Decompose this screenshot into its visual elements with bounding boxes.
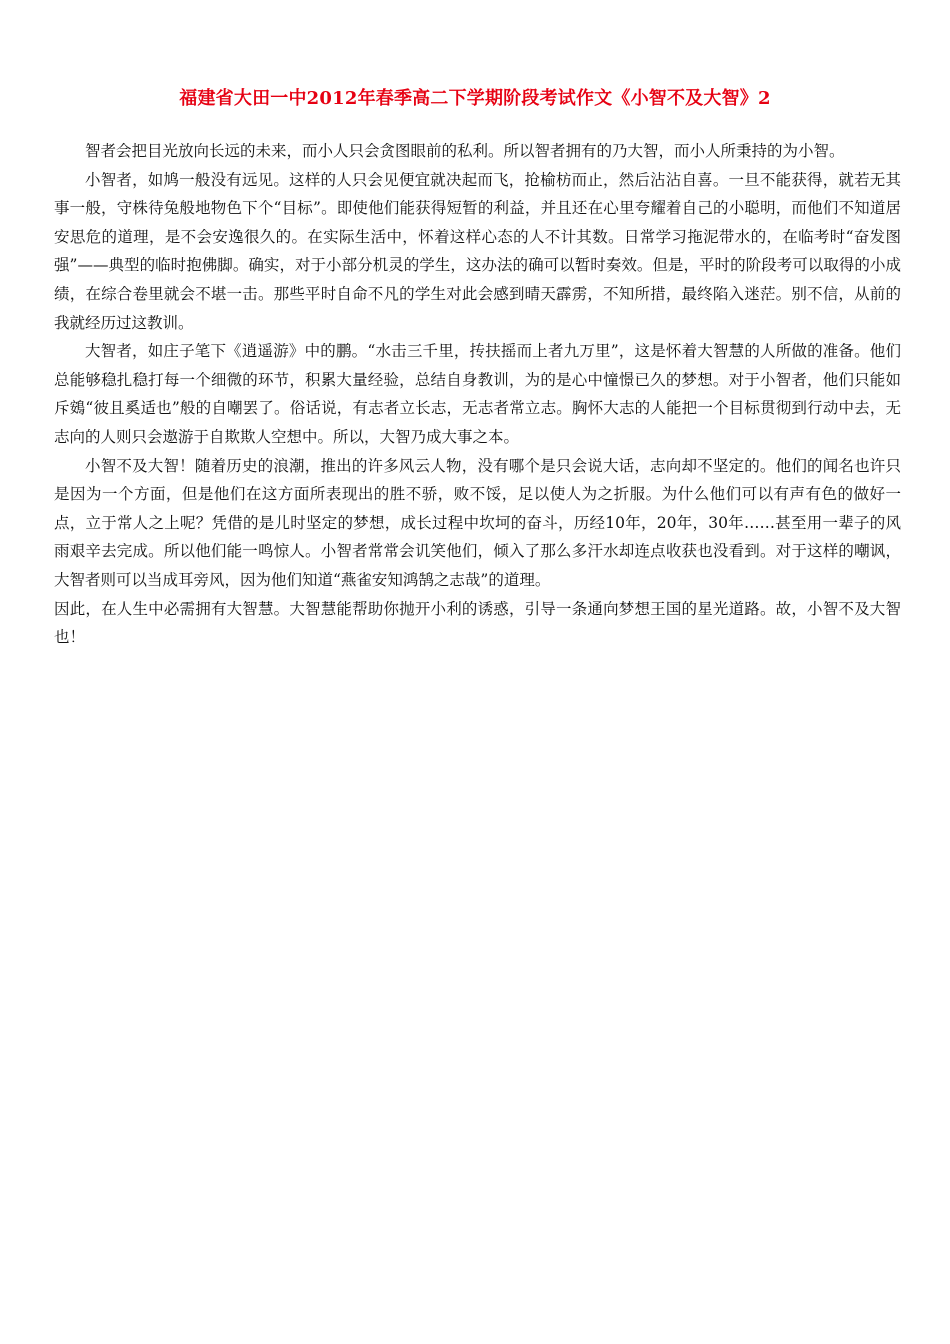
document-title: 福建省大田一中2012年春季高二下学期阶段考试作文《小智不及大智》2	[179, 88, 771, 110]
essay-paragraph-4: 小智不及大智！随着历史的浪潮，推出的许多风云人物，没有哪个是只会说大话，志向却不坚定的。他们的闻名也许只是因为一个方面，但是他们在这方面所表现出的胜不骄，败不馁，足以使人为之折服。为什么他们可以有声有色的做好一点，立于常人之上呢？凭借的是儿时坚定的梦想，成长过程中坎坷的奋斗，历经10年，20年，30年……甚至用一辈子的风雨艰辛去完成。所以他们能一鸣惊人。小智者常常会讥笑他们，倾入了那么多汗水却连点收获也没看到。对于这样的嘲讽，大智者则可以当成耳旁风，因为他们知道“燕雀安知鸿鹄之志哉”的道理。	[54, 456, 901, 589]
essay-body	[54, 137, 901, 652]
essay-paragraph-2: 小智者，如鸠一般没有远见。这样的人只会见便宜就决起而飞，抢榆枋而止，然后沾沾自喜。一旦不能获得，就若无其事一般，守株待兔般地物色下个“目标”。即使他们能获得短暂的利益，并且还在心里夸耀着自己的小聪明，而他们不知道居安思危的道理，是不会安逸很久的。在实际生活中，怀着这样心态的人不计其数。日常学习拖泥带水的，在临考时“奋发图强”——典型的临时抱佛脚。确实，对于小部分机灵的学生，这办法的确可以暂时奏效。但是，平时的阶段考可以取得的小成绩，在综合卷里就会不堪一击。那些平时自命不凡的学生对此会感到晴天霹雳，不知所措，最终陷入迷茫。别不信，从前的我就经历过这教训。	[54, 170, 901, 332]
essay-paragraph-5: 因此，在人生中必需拥有大智慧。大智慧能帮助你抛开小利的诱惑，引导一条通向梦想王国的星光道路。故，小智不及大智也！	[54, 599, 901, 647]
essay-paragraph-3: 大智者，如庄子笔下《逍遥游》中的鹏。“水击三千里，抟扶摇而上者九万里”，这是怀着大智慧的人所做的准备。他们总能够稳扎稳打每一个细微的环节，积累大量经验，总结自身教训，为的是心中憧憬已久的梦想。对于小智者，他们只能如斥鴳“彼且奚适也”般的自嘲罢了。俗话说，有志者立长志，无志者常立志。胸怀大志的人能把一个目标贯彻到行动中去，无志向的人则只会遨游于自欺欺人空想中。所以，大智乃成大事之本。	[54, 342, 901, 446]
essay-paragraph-1: 智者会把目光放向长远的未来，而小人只会贪图眼前的私利。所以智者拥有的乃大智，而小人所秉持的为小智。	[85, 142, 845, 160]
